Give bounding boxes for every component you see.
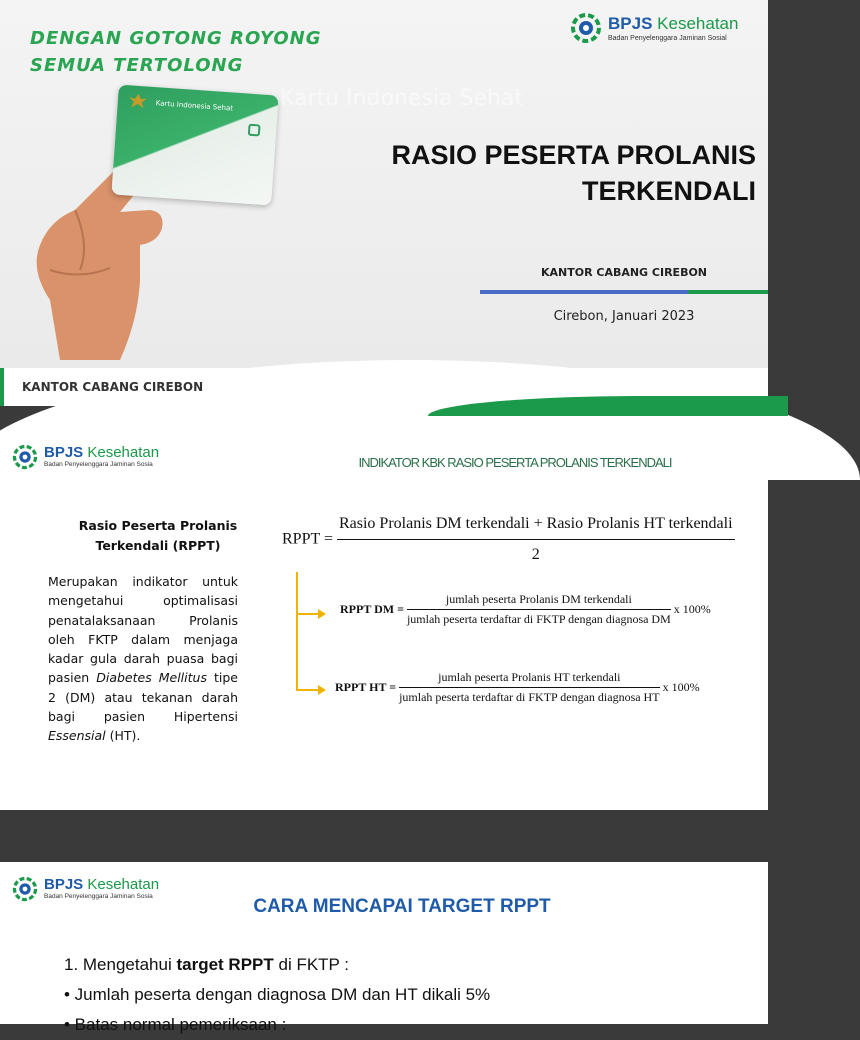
indicator-description: Merupakan indikator untuk mengetahui optimalisasi penatalaksanaan Prolanis oleh FKTP dalam menjaga kadar gula darah puasa bagi pasien Diabetes Mellitus tipe 2 (DM) atau tekanan darah bagi pasien Hipertensi Essensial (HT). [48,574,238,744]
slide-title: RASIO PESERTA PROLANIS TERKENDALI [391,140,756,206]
indicator-title: Rasio Peserta Prolanis Terkendali (RPPT) [78,518,238,553]
bpjs-logo [12,876,159,902]
office-name: KANTOR CABANG CIREBON [540,266,708,279]
tagline: DENGAN GOTONG ROYONG SEMUA TERTOLONG [30,28,322,76]
formula-numerator: Rasio Prolanis DM terkendali + Rasio Prolanis HT terkendali [337,515,735,540]
formula-lhs: RPPT = [282,530,333,548]
garuda-icon [127,91,148,110]
slide-heading: CARA MENCAPAI TARGET RPPT [253,896,551,917]
formula-fraction [337,515,735,564]
formula-fraction [407,592,671,627]
bpjs-logo [12,444,159,470]
bpjs-name: BPJS Kesehatan [608,13,739,33]
formula-numerator: jumlah peserta Prolanis DM terkendali [407,592,671,610]
bpjs-emblem-icon [12,876,38,902]
steps-list [64,950,490,1040]
formula-rppt [282,515,735,564]
divider-blue [480,290,688,294]
bpjs-subtitle: Badan Penyelenggara Jaminan Sosial [608,34,727,42]
slide-date: Cirebon, Januari 2023 [553,309,695,324]
formula-denominator: 2 [531,546,540,563]
health-card-image [111,85,278,206]
formula-suffix: x 100% [673,602,711,616]
bpjs-emblem-icon [570,12,602,44]
bpjs-subtitle: Badan Penyelenggara Jaminan Sosia [44,461,153,469]
formula-numerator: jumlah peserta Prolanis HT terkendali [399,670,659,688]
connector-line [296,572,298,690]
bpjs-subtitle: Badan Penyelenggara Jaminan Sosia [44,893,153,901]
bpjs-emblem-icon [12,444,38,470]
formula-denominator: jumlah peserta terdaftar di FKTP dengan diagnosa HT [399,690,660,704]
formula-rppt-ht [335,670,700,705]
target-slide [0,862,768,1034]
arrow-right-icon [296,613,320,615]
formula-lhs: RPPT DM = [340,602,404,616]
formula-denominator: jumlah peserta terdaftar di FKTP dengan diagnosa DM [406,612,671,626]
bpjs-name: BPJS Kesehatan [44,444,160,462]
card-watermark-text: Kartu Indonesia Sehat [280,86,524,111]
title-slide [0,0,768,406]
divider-green [688,290,768,294]
card-seal-icon [248,124,261,137]
list-item: 1. Mengetahui target RPPT di FKTP : [64,955,350,974]
list-item: • Jumlah peserta dengan diagnosa DM dan HT dikali 5% [64,985,491,1004]
indicator-slide [0,432,768,810]
bpjs-name: BPJS Kesehatan [44,876,160,894]
formula-lhs: RPPT HT = [335,680,397,694]
formula-suffix: x 100% [662,680,700,694]
slide-heading: INDIKATOR KBK RASIO PESERTA PROLANIS TERKENDALI [358,455,672,470]
bpjs-logo [570,12,738,44]
list-item: • Batas normal pemeriksaan : [64,1015,287,1034]
formula-rppt-dm [340,592,711,627]
formula-fraction [399,670,659,705]
footer-office: KANTOR CABANG CIREBON [22,380,204,394]
footer-accent [0,368,4,406]
card-label: Kartu Indonesia Sehat [155,99,234,113]
arrow-right-icon [296,689,320,691]
